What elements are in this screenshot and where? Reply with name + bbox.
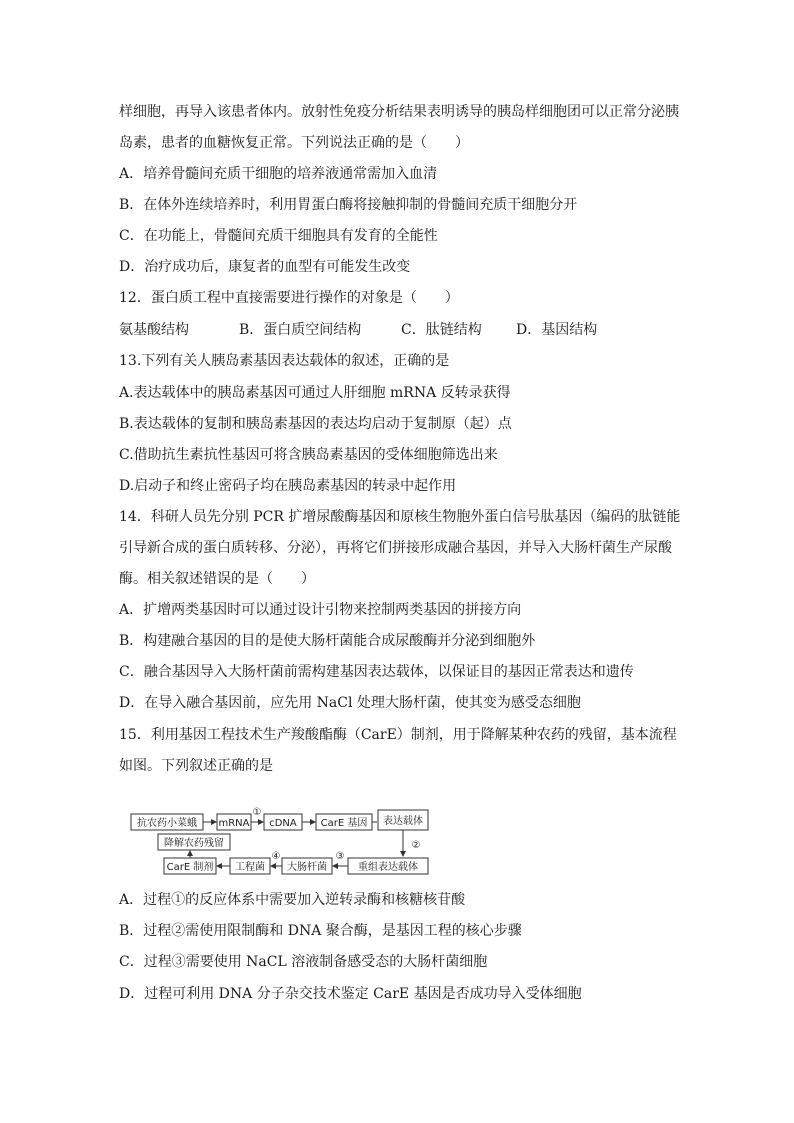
label-vector: 表达载体: [383, 816, 423, 827]
q12-options: [119, 320, 616, 340]
q11-option-d: D．治疗成功后，康复者的血型有可能发生改变: [119, 259, 411, 275]
flow-diagram-svg: [130, 804, 440, 880]
step-3-label: ③: [335, 851, 345, 862]
q13-option-b: B.表达载体的复制和胰岛素基因的表达均启动于复制原（起）点: [119, 416, 512, 432]
label-cdna: cDNA: [269, 818, 297, 829]
q15-option-c: C．过程③需要使用 NaCL 溶液制备感受态的大肠杆菌细胞: [119, 954, 488, 970]
q12-option-d: D．基因结构: [516, 322, 598, 338]
q15-stem-line-2: 如图。下列叙述正确的是: [119, 758, 273, 774]
label-care-gene: CarE 基因: [320, 818, 368, 829]
label-ecoli: 大肠杆菌: [287, 862, 327, 873]
label-mrna: mRNA: [218, 818, 250, 829]
step-2-label: ②: [411, 840, 421, 851]
intro-line-2: 岛素，患者的血糖恢复正常。下列说法正确的是（ ）: [119, 135, 469, 151]
q12-option-c: C．肽链结构: [401, 322, 482, 338]
label-degrade: 降解农药残留: [164, 838, 224, 849]
q14-stem-line-1: 14．科研人员先分别 PCR 扩增尿酸酶基因和原核生物胞外蛋白信号肽基因（编码的肽链能: [119, 509, 681, 525]
intro-line-1: 样细胞，再导入该患者体内。放射性免疫分析结果表明诱导的胰岛样细胞团可以正常分泌胰: [119, 104, 679, 120]
q14-option-b: B．构建融合基因的目的是使大肠杆菌能合成尿酸酶并分泌到细胞外: [119, 633, 536, 649]
q14-stem-line-3: 酶。相关叙述错误的是（ ）: [119, 571, 315, 587]
q14-option-a: A．扩增两类基因时可以通过设计引物来控制两类基因的拼接方向: [119, 602, 522, 618]
q11-option-b: B．在体外连续培养时，利用胃蛋白酶将接触抑制的骨髓间充质干细胞分开: [119, 197, 578, 213]
q14-option-d: D．在导入融合基因前，应先用 NaCl 处理大肠杆菌，使其变为感受态细胞: [119, 695, 581, 711]
q13-option-c: C.借助抗生素抗性基因可将含胰岛素基因的受体细胞筛选出来: [119, 447, 498, 463]
label-care-product: CarE 制剂: [166, 862, 214, 873]
q15-option-b: B．过程②需使用限制酶和 DNA 聚合酶，是基因工程的核心步骤: [119, 923, 522, 939]
q15-option-a: A．过程①的反应体系中需要加入逆转录酶和核糖核苷酸: [119, 892, 466, 908]
q15-option-d: D．过程可利用 DNA 分子杂交技术鉴定 CarE 基因是否成功导入受体细胞: [119, 986, 582, 1002]
q15-flow-diagram: [130, 804, 440, 880]
q14-stem-line-2: 引导新合成的蛋白质转移、分泌），再将它们拼接形成融合基因，并导入大肠杆菌生产尿酸: [119, 540, 672, 556]
q13-option-d: D.启动子和终止密码子均在胰岛素基因的转录中起作用: [119, 478, 457, 494]
q13-stem: 13.下列有关人胰岛素基因表达载体的叙述，正确的是: [119, 353, 450, 369]
step-1-label: ①: [252, 807, 262, 818]
q11-option-a: A．培养骨髓间充质干细胞的培养液通常需加入血清: [119, 166, 438, 182]
label-recombinant: 重组表达载体: [358, 862, 418, 873]
q11-option-c: C．在功能上，骨髓间充质干细胞具有发育的全能性: [119, 228, 438, 244]
q14-option-c: C．融合基因导入大肠杆菌前需构建基因表达载体，以保证目的基因正常表达和遗传: [119, 664, 634, 680]
label-engineered: 工程菌: [235, 862, 265, 873]
q12-stem: 12．蛋白质工程中直接需要进行操作的对象是（ ）: [119, 290, 459, 306]
step-4-label: ④: [271, 851, 281, 862]
q15-stem-line-1: 15．利用基因工程技术生产羧酸酯酶（CarE）制剂，用于降解某种农药的残留，基本流程: [119, 727, 677, 743]
q13-option-a: A.表达载体中的胰岛素基因可通过人肝细胞 mRNA 反转录获得: [119, 385, 511, 401]
q12-option-b: B．蛋白质空间结构: [239, 322, 362, 338]
q12-option-a: 氨基酸结构: [119, 322, 189, 338]
label-insect: 抗农药小菜蛾: [137, 818, 197, 829]
